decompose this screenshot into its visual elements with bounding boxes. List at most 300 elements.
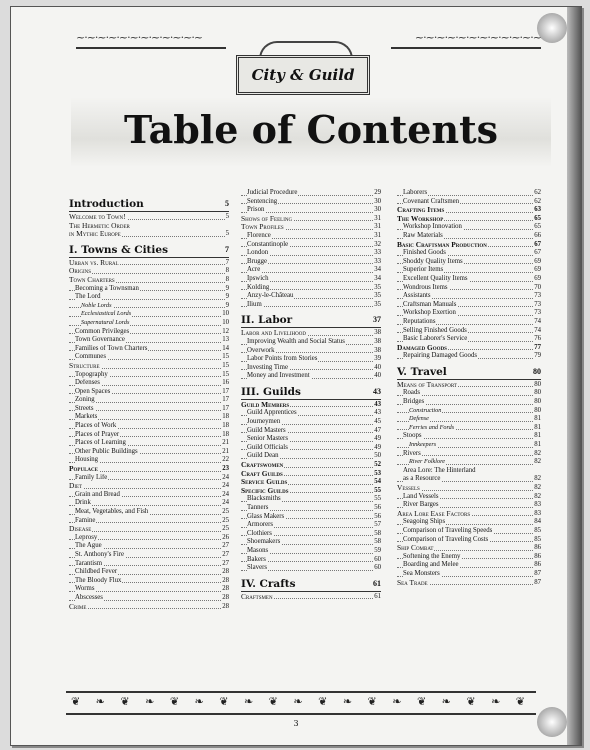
- toc-entry: [397, 275, 541, 284]
- toc-entry-page: 56: [374, 504, 381, 511]
- toc-entry: [69, 405, 229, 414]
- dot-leader: [69, 608, 229, 609]
- toc-entry: [397, 241, 541, 250]
- page-number: 3: [293, 719, 299, 728]
- top-left-rule: [76, 47, 226, 49]
- toc-entry-label: Sea Trade: [397, 578, 428, 587]
- toc-entry-label: Brugge: [247, 257, 268, 265]
- toc-entry-page: 81: [534, 415, 541, 423]
- toc-entry-label: Urban vs. Rural: [69, 258, 119, 267]
- toc-entry-label: Places of Prayer: [75, 430, 120, 438]
- toc-entry-page: 17: [222, 396, 229, 404]
- toc-entry-label: London: [247, 249, 269, 257]
- toc-entry-label: The Workshop: [397, 214, 444, 223]
- toc-entry-page: 87: [534, 578, 541, 586]
- toc-entry: [241, 189, 381, 198]
- toc-entry: [69, 413, 229, 422]
- toc-entry-page: 17: [222, 387, 229, 395]
- toc-entry-page: 86: [534, 561, 541, 569]
- toc-entry-label: Excellent Quality Items: [403, 274, 468, 282]
- toc-entry-page: 74: [534, 317, 541, 325]
- toc-entry-label: Damaged Goods: [397, 343, 447, 352]
- page-title: Table of Contents: [123, 107, 499, 152]
- toc-entry: [69, 577, 229, 586]
- toc-entry-label: Tanners: [247, 504, 269, 511]
- toc-entry: [241, 427, 381, 436]
- toc-entry-label: Construction: [409, 406, 442, 414]
- toc-entry-page: 40: [374, 363, 381, 371]
- toc-entry: [241, 521, 381, 530]
- toc-entry: [397, 398, 541, 407]
- toc-entry-page: 86: [534, 544, 541, 552]
- toc-entry-page: 18: [222, 430, 229, 438]
- toc-entry-label: Origins: [69, 267, 92, 276]
- toc-entry-label: Repairing Damaged Goods: [403, 352, 477, 360]
- toc-entry: [397, 484, 541, 493]
- toc-entry-label: Florence: [247, 231, 271, 239]
- toc-entry-page: 43: [374, 409, 381, 417]
- toc-entry-label: Disease: [69, 525, 92, 534]
- toc-entry-page: 31: [374, 231, 381, 239]
- toc-entry-page: 34: [374, 274, 381, 282]
- toc-entry: [397, 553, 541, 562]
- toc-entry-label: Service Guilds: [241, 478, 288, 487]
- chapter-rule: [241, 327, 381, 328]
- toc-entry-page: 28: [222, 593, 229, 601]
- toc-entry: [69, 388, 229, 397]
- toc-entry-page: 69: [534, 266, 541, 274]
- toc-entry-label: Journeymen: [247, 418, 281, 426]
- toc-entry-page: 28: [222, 576, 229, 584]
- toc-entry: [69, 222, 229, 231]
- toc-entry: [397, 493, 541, 502]
- toc-entry-label: Investing Time: [247, 363, 288, 371]
- toc-entry-page: 9: [225, 301, 229, 309]
- toc-entry: [69, 353, 229, 362]
- toc-entry-page: 12: [222, 327, 229, 335]
- toc-entry-page: 85: [534, 526, 541, 534]
- toc-entry: [69, 542, 229, 551]
- toc-entry-label: Area Lore: The Hinterland: [403, 466, 476, 474]
- toc-entry: [241, 564, 381, 573]
- top-right-scroll-ornament: ~·~·~·~·~·~·~·~·~·~·~·~: [414, 31, 541, 44]
- toc-entry-page: 80: [534, 380, 541, 388]
- toc-entry-page: 47: [374, 426, 381, 434]
- toc-entry-label: Ilium: [247, 300, 262, 308]
- toc-entry-page: 15: [222, 353, 229, 361]
- toc-entry: [397, 327, 541, 336]
- toc-entry: [397, 415, 541, 424]
- chapter-page: 37: [373, 315, 381, 325]
- toc-entry: [69, 603, 229, 612]
- toc-entry-page: 28: [222, 585, 229, 593]
- toc-entry-page: 80: [534, 398, 541, 406]
- toc-entry-page: 32: [374, 240, 381, 248]
- toc-entry-label: Leprosy: [75, 533, 98, 541]
- toc-entry-page: 8: [225, 275, 229, 283]
- toc-entry-label: Seagoing Ships: [403, 518, 446, 526]
- toc-entry-page: 70: [534, 283, 541, 291]
- toc-entry: [241, 198, 381, 207]
- toc-entry-label: Topography: [75, 370, 108, 378]
- toc-entry-label: Comparison of Traveling Speeds: [403, 526, 493, 534]
- toc-entry-label: Communes: [75, 353, 106, 361]
- toc-entry-label: The Ague: [75, 542, 102, 550]
- top-right-rule: [391, 47, 541, 49]
- toc-entry-label: Raw Materials: [403, 231, 443, 239]
- toc-entry: [69, 328, 229, 337]
- dot-leader: [69, 488, 229, 489]
- toc-entry-label: The Lord: [75, 293, 101, 301]
- toc-entry-page: 73: [534, 309, 541, 317]
- toc-entry-label: Finished Goods: [403, 249, 446, 257]
- chapter-title: II. Labor: [241, 314, 293, 327]
- toc-entry-label: Shoddy Quality Items: [403, 257, 463, 265]
- toc-entry-label: Kolding: [247, 283, 270, 291]
- chapter-title: IV. Crafts: [241, 577, 296, 590]
- toc-entry-page: 83: [534, 501, 541, 509]
- dot-leader: [69, 531, 229, 532]
- toc-entry-label: Guild Officials: [247, 443, 288, 451]
- toc-entry-page: 9: [225, 284, 229, 292]
- toc-entry: [397, 407, 541, 416]
- toc-entry-label: Grain and Bread: [75, 490, 120, 498]
- toc-entry-label: Housing: [75, 456, 99, 464]
- toc-entry: [241, 593, 381, 602]
- toc-entry-page: 22: [222, 456, 229, 464]
- toc-entry: [69, 448, 229, 457]
- toc-entry: [69, 491, 229, 500]
- toc-entry: [397, 458, 541, 467]
- dot-leader: [69, 273, 229, 274]
- toc-entry-label: Structure: [69, 361, 100, 370]
- toc-entry: [69, 482, 229, 491]
- toc-entry: [397, 232, 541, 241]
- toc-entry-label: Superior Items: [403, 266, 444, 274]
- toc-entry-page: 38: [374, 337, 381, 345]
- toc-entry-label: River Barges: [403, 501, 439, 509]
- toc-entry: [241, 418, 381, 427]
- toc-entry-label: Ship Combat: [397, 544, 434, 553]
- toc-entry-page: 25: [222, 525, 229, 533]
- toc-entry-label: Constantinople: [247, 240, 289, 248]
- toc-entry-label: Diet: [69, 482, 83, 491]
- toc-entry: [397, 301, 541, 310]
- toc-entry-label: Drink: [75, 499, 91, 507]
- toc-entry: [69, 534, 229, 543]
- toc-entry-page: 58: [374, 538, 381, 546]
- toc-entry-label: Reputations: [403, 317, 436, 325]
- toc-entry-label: Labor and Livelihood: [241, 329, 306, 338]
- top-right-orb-ornament: [537, 13, 567, 43]
- chapter-heading: [69, 197, 229, 211]
- toc-entry: [69, 499, 229, 508]
- toc-entry-page: 24: [222, 482, 229, 490]
- toc-entry-label: Craftswomen: [241, 461, 284, 470]
- toc-entry-label: Open Spaces: [75, 387, 111, 395]
- toc-entry: [397, 344, 541, 353]
- toc-entry: [241, 504, 381, 513]
- toc-entry: [69, 319, 229, 328]
- toc-entry-label: Armorers: [247, 521, 274, 529]
- toc-column-2: [241, 189, 381, 601]
- toc-entry: [397, 510, 541, 519]
- toc-entry: [241, 547, 381, 556]
- toc-entry-page: 80: [534, 406, 541, 414]
- toc-entry-label: Softening the Enemy: [403, 552, 461, 560]
- toc-entry-page: 57: [374, 521, 381, 529]
- toc-entry: [397, 527, 541, 536]
- toc-entry-label: Defense: [409, 415, 429, 423]
- toc-entry-label: Boarding and Melee: [403, 561, 459, 569]
- toc-entry-page: 62: [534, 189, 541, 196]
- toc-column-1: [69, 193, 229, 611]
- toc-entry-page: 10: [222, 318, 229, 326]
- toc-entry: [241, 301, 381, 310]
- toc-entry-label: Welcome to Town!: [69, 213, 126, 221]
- toc-entry-label: Assistants: [403, 292, 431, 300]
- toc-entry-page: 40: [374, 372, 381, 380]
- toc-entry: [397, 501, 541, 510]
- toc-entry: [69, 379, 229, 388]
- toc-entry-page: 17: [222, 404, 229, 412]
- toc-entry-page: 9: [225, 293, 229, 301]
- toc-entry-page: 65: [534, 214, 541, 222]
- toc-entry-label: Craftsman Manuals: [403, 300, 457, 308]
- toc-entry-label: Noble Lords: [81, 301, 112, 309]
- toc-entry-label: Clothiers: [247, 529, 272, 537]
- toc-entry: [397, 292, 541, 301]
- toc-entry: [241, 206, 381, 215]
- toc-entry: [241, 284, 381, 293]
- chapter-heading: [241, 385, 381, 399]
- toc-entry-page: 25: [222, 508, 229, 515]
- toc-entry-label: Innkeepers: [409, 441, 437, 449]
- toc-entry-page: 21: [222, 439, 229, 447]
- toc-entry: [69, 230, 229, 239]
- toc-entry-label: Covenant Craftsmen: [403, 197, 460, 205]
- toc-entry: [397, 206, 541, 215]
- toc-entry-label: Zoning: [75, 396, 95, 404]
- toc-entry-label: River Folklore: [409, 458, 446, 466]
- book-title-banner: [236, 55, 370, 95]
- toc-entry-page: 38: [374, 329, 381, 337]
- toc-entry-page: 86: [534, 552, 541, 560]
- toc-entry-page: 24: [222, 490, 229, 498]
- toc-entry-page: 15: [222, 370, 229, 378]
- bottom-vine-ornament: ❦ ❧ ❦ ❧ ❦ ❧ ❦ ❧ ❦ ❧ ❦ ❧ ❦ ❧ ❦ ❧ ❦ ❧ ❦: [66, 691, 536, 715]
- toc-entry-page: 63: [534, 206, 541, 214]
- toc-entry-label: Family Life: [75, 473, 108, 481]
- toc-entry: [241, 215, 381, 224]
- toc-entry-label: Populace: [69, 465, 98, 474]
- toc-entry: [241, 495, 381, 504]
- toc-entry: [397, 536, 541, 545]
- toc-entry-label: Selling Finished Goods: [403, 326, 467, 334]
- toc-entry-page: 85: [534, 535, 541, 543]
- toc-entry: [69, 267, 229, 276]
- toc-entry-page: 5: [225, 213, 229, 220]
- toc-entry-page: 18: [222, 422, 229, 430]
- toc-entry-page: 60: [374, 564, 381, 572]
- toc-entry: [69, 293, 229, 302]
- toc-entry: [397, 189, 541, 198]
- toc-entry-page: 77: [534, 343, 541, 351]
- toc-entry: [69, 585, 229, 594]
- toc-entry-label: Childbed Fever: [75, 568, 118, 576]
- toc-entry-label: Improving Wealth and Social Status: [247, 337, 345, 345]
- toc-entry-label: Shoemakers: [247, 538, 281, 546]
- toc-entry-page: 13: [222, 336, 229, 344]
- toc-entry: [241, 275, 381, 284]
- toc-entry-label: Anzy-le-Château: [247, 292, 294, 300]
- toc-entry-label: Streets: [75, 404, 94, 412]
- toc-entry-label: Bakers: [247, 555, 266, 563]
- toc-entry: [69, 465, 229, 474]
- toc-entry-label: Supernatural Lords: [81, 318, 130, 326]
- toc-entry-label: The Hermetic Order: [69, 221, 130, 230]
- toc-entry-label: Town Governance: [75, 336, 125, 344]
- toc-entry-page: 69: [534, 274, 541, 282]
- toc-entry: [69, 336, 229, 345]
- toc-entry-page: 53: [374, 469, 381, 477]
- toc-entry: [69, 560, 229, 569]
- toc-entry-label: Guild Masters: [247, 426, 286, 434]
- toc-entry: [241, 513, 381, 522]
- toc-entry-label: Town Charters: [69, 275, 115, 284]
- toc-entry: [397, 335, 541, 344]
- toc-entry: [397, 441, 541, 450]
- toc-entry: [397, 215, 541, 224]
- toc-entry-page: 73: [534, 300, 541, 308]
- toc-entry-label: Basic Laborer's Service: [403, 335, 468, 343]
- toc-entry: [397, 475, 541, 484]
- toc-entry-label: Prison: [247, 206, 265, 214]
- toc-entry-label: as a Resource: [403, 475, 441, 483]
- toc-entry-label: Tarantism: [75, 559, 103, 567]
- toc-entry-page: 84: [534, 518, 541, 526]
- toc-entry: [69, 594, 229, 603]
- toc-entry-page: 81: [534, 423, 541, 431]
- top-left-scroll-ornament: ~·~·~·~·~·~·~·~·~·~·~·~: [76, 31, 203, 44]
- toc-entry-label: Acre: [247, 266, 261, 274]
- toc-entry-label: Specific Guilds: [241, 486, 289, 495]
- toc-entry-label: Defenses: [75, 379, 100, 387]
- toc-entry-page: 49: [374, 443, 381, 451]
- toc-entry-page: 67: [534, 240, 541, 248]
- toc-entry-page: 35: [374, 300, 381, 308]
- toc-entry-page: 82: [534, 492, 541, 500]
- toc-entry-page: 81: [534, 432, 541, 440]
- toc-entry: [69, 345, 229, 354]
- toc-entry-label: Places of Work: [75, 422, 117, 430]
- toc-entry: [397, 467, 541, 476]
- toc-entry: [397, 249, 541, 258]
- toc-entry-label: Crime: [69, 602, 87, 611]
- toc-entry-label: Laborers: [403, 189, 428, 196]
- toc-entry-page: 52: [374, 461, 381, 469]
- chapter-title: III. Guilds: [241, 385, 301, 398]
- toc-entry-page: 61: [374, 592, 381, 600]
- toc-entry: [69, 525, 229, 534]
- toc-entry-page: 83: [534, 509, 541, 517]
- toc-entry-label: Worms: [75, 585, 95, 593]
- toc-entry: [241, 266, 381, 275]
- toc-entry-label: Money and Investment: [247, 372, 310, 380]
- toc-entry-label: Craft Guilds: [241, 469, 283, 478]
- chapter-title: I. Towns & Cities: [69, 243, 168, 256]
- toc-entry-page: 73: [534, 292, 541, 300]
- toc-entry: [241, 258, 381, 267]
- chapter-page: 7: [225, 244, 229, 254]
- chapter-title: Introduction: [69, 198, 144, 210]
- toc-entry-label: Becoming a Townsman: [75, 284, 139, 292]
- toc-entry: [69, 474, 229, 483]
- toc-entry-page: 24: [222, 499, 229, 507]
- toc-entry: [69, 371, 229, 380]
- toc-entry-page: 18: [222, 413, 229, 421]
- toc-entry-page: 39: [374, 355, 381, 363]
- toc-entry-page: 65: [534, 223, 541, 231]
- toc-entry: [69, 431, 229, 440]
- toc-entry-page: 14: [222, 344, 229, 352]
- toc-entry-page: 55: [374, 495, 381, 503]
- toc-entry-label: Slavers: [247, 564, 268, 572]
- toc-entry-page: 87: [534, 569, 541, 577]
- toc-entry-label: Bridges: [403, 398, 425, 406]
- toc-entry: [397, 432, 541, 441]
- toc-entry: [397, 223, 541, 232]
- toc-entry-page: 28: [222, 568, 229, 576]
- toc-entry: [241, 435, 381, 444]
- chapter-rule: [397, 379, 541, 380]
- toc-entry-page: 34: [374, 266, 381, 274]
- chapter-title: V. Travel: [397, 365, 447, 378]
- toc-entry-page: 43: [374, 400, 381, 408]
- dot-leader: [69, 505, 229, 506]
- toc-entry: [241, 347, 381, 356]
- toc-entry-label: Sentencing: [247, 197, 278, 205]
- toc-entry-page: 66: [534, 231, 541, 239]
- toc-entry-label: Ferries and Fords: [409, 423, 455, 431]
- toc-entry: [241, 329, 381, 338]
- toc-entry: [397, 518, 541, 527]
- toc-entry-label: St. Anthony's Fire: [75, 550, 124, 558]
- toc-entry-page: 33: [374, 249, 381, 257]
- chapter-rule: [69, 211, 229, 212]
- toc-entry-label: Workshop Innovation: [403, 223, 462, 231]
- toc-entry-label: Places of Learning: [75, 439, 126, 447]
- toc-entry: [397, 544, 541, 553]
- dot-leader: [241, 272, 381, 273]
- toc-entry-page: 26: [222, 533, 229, 541]
- toc-entry: [397, 352, 541, 361]
- toc-entry-label: in Mythic Europe: [69, 230, 121, 239]
- toc-entry-page: 82: [534, 475, 541, 483]
- book-page: [10, 6, 582, 746]
- toc-entry-page: 82: [534, 458, 541, 466]
- toc-entry: [241, 556, 381, 565]
- toc-entry-label: Land Vessels: [403, 492, 439, 500]
- toc-entry: [397, 389, 541, 398]
- toc-entry: [241, 241, 381, 250]
- toc-entry: [241, 372, 381, 381]
- toc-entry-page: 79: [534, 352, 541, 360]
- book-title: City & Guild: [251, 66, 355, 84]
- toc-entry: [241, 487, 381, 496]
- toc-entry-label: Stoops: [403, 432, 422, 440]
- toc-entry-label: Masons: [247, 546, 269, 554]
